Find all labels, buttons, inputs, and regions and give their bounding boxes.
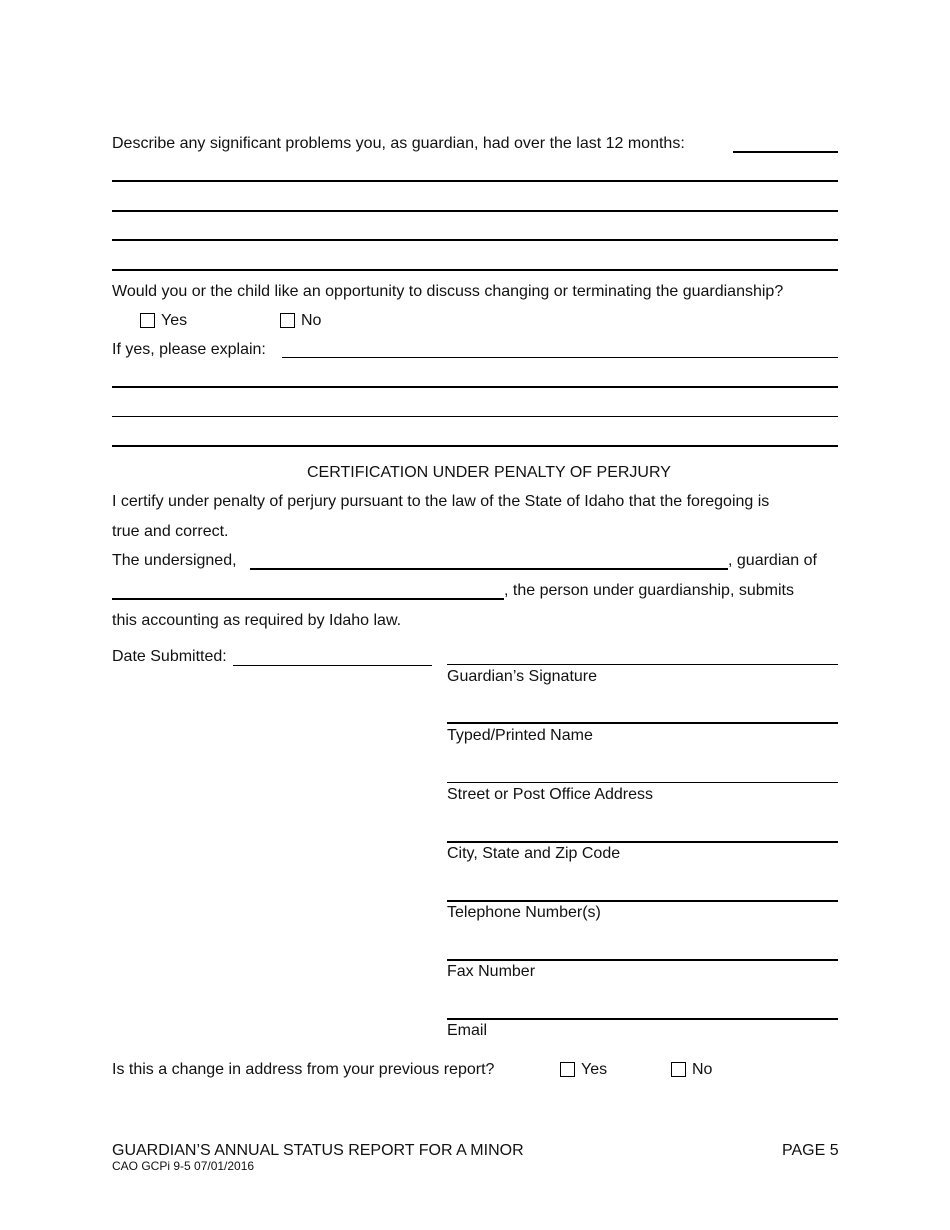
explain-answer-line[interactable] xyxy=(112,416,838,417)
city-state-zip-label: City, State and Zip Code xyxy=(447,845,621,862)
explain-answer-line[interactable] xyxy=(112,445,838,447)
email-label: Email xyxy=(447,1022,488,1039)
footer-page-number: PAGE 5 xyxy=(782,1142,839,1159)
discuss-no-label: No xyxy=(301,312,322,329)
problems-answer-line[interactable] xyxy=(733,151,838,153)
fax-label: Fax Number xyxy=(447,963,536,980)
printed-name-line[interactable] xyxy=(447,722,838,724)
discuss-yes-checkbox[interactable] xyxy=(140,313,155,328)
signature-field-label: Guardian’s Signature xyxy=(447,668,598,685)
discuss-yes-label: Yes xyxy=(161,312,188,329)
footer-title: GUARDIAN’S ANNUAL STATUS REPORT FOR A MINOR xyxy=(112,1142,524,1159)
problems-question: Describe any significant problems you, as guardian, had over the last 12 months: xyxy=(112,135,685,152)
fax-line[interactable] xyxy=(447,959,838,961)
printed-name-label: Typed/Printed Name xyxy=(447,727,593,744)
explain-label: If yes, please explain: xyxy=(112,341,266,358)
explain-answer-line[interactable] xyxy=(112,386,838,388)
address-change-yes-checkbox[interactable] xyxy=(560,1062,575,1077)
undersigned-label: The undersigned, xyxy=(112,552,237,569)
street-address-line[interactable] xyxy=(447,782,838,783)
telephone-label: Telephone Number(s) xyxy=(447,904,601,921)
city-state-zip-line[interactable] xyxy=(447,841,838,843)
address-change-no-checkbox[interactable] xyxy=(671,1062,686,1077)
address-change-yes-label: Yes xyxy=(581,1061,608,1078)
date-submitted-line[interactable] xyxy=(233,665,432,666)
certification-heading: CERTIFICATION UNDER PENALTY OF PERJURY xyxy=(307,464,671,481)
certification-text: this accounting as required by Idaho law. xyxy=(112,612,402,629)
explain-answer-line[interactable] xyxy=(282,357,838,358)
certification-text: I certify under penalty of perjury pursuant to the law of the State of Idaho that the foregoing is xyxy=(112,493,770,510)
person-suffix-label: , the person under guardianship, submits xyxy=(504,582,794,599)
signature-line[interactable] xyxy=(447,664,838,665)
street-address-label: Street or Post Office Address xyxy=(447,786,654,803)
discuss-question: Would you or the child like an opportunity to discuss changing or terminating the guardianship? xyxy=(112,283,784,300)
discuss-no-checkbox[interactable] xyxy=(280,313,295,328)
telephone-line[interactable] xyxy=(447,900,838,902)
person-name-line[interactable] xyxy=(112,598,504,600)
problems-answer-line[interactable] xyxy=(112,239,838,241)
address-change-question: Is this a change in address from your previous report? xyxy=(112,1061,495,1078)
problems-answer-line[interactable] xyxy=(112,180,838,182)
date-submitted-label: Date Submitted: xyxy=(112,648,227,665)
email-line[interactable] xyxy=(447,1018,838,1020)
certification-text: true and correct. xyxy=(112,523,229,540)
problems-answer-line[interactable] xyxy=(112,269,838,271)
guardian-of-label: , guardian of xyxy=(728,552,817,569)
problems-answer-line[interactable] xyxy=(112,210,838,212)
address-change-no-label: No xyxy=(692,1061,713,1078)
footer-form-code: CAO GCPi 9-5 07/01/2016 xyxy=(112,1159,255,1173)
guardian-name-line[interactable] xyxy=(250,568,728,570)
